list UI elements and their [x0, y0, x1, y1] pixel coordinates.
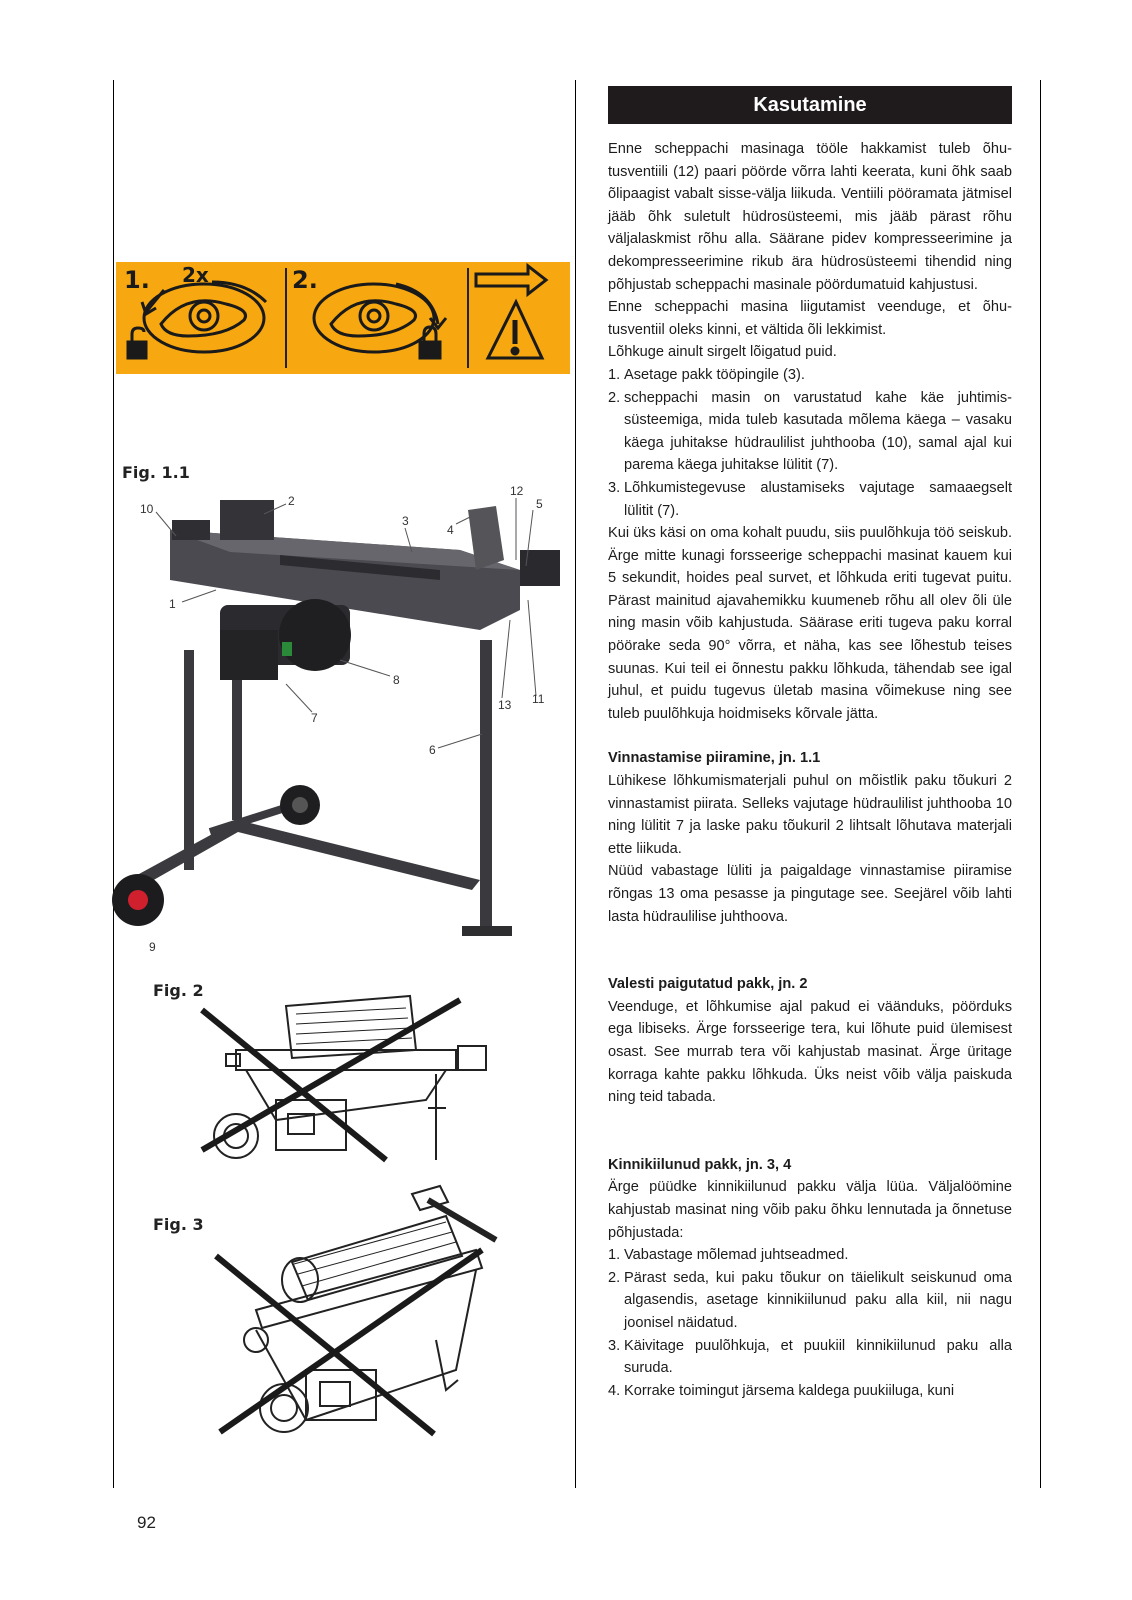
list-item: [608, 364, 1012, 387]
list-text: Asetage pakk tööpingile (3).: [624, 366, 805, 383]
warning-sticker: [116, 262, 570, 374]
callout-9: 9: [149, 940, 156, 954]
callout-13: 13: [498, 698, 512, 712]
list-item: [608, 477, 1012, 522]
list-text: Käivitage puulõhkuja, et puukiil kinnikiilunud paku alla suruda.: [624, 1337, 1012, 1377]
list-number: 1.: [608, 1247, 621, 1264]
paragraph-intro-3: Lõhkuge ainult sirgelt lõigatud puid.: [608, 344, 837, 361]
paragraph-wrong-1: Veenduge, et lõhkumise ajal pakud ei väänduks, pöörduks ega libiseks. Ärge forsseerige tera, kui lõhute puid ülemisest osast. See murrab tera või kahjustab masinat. Ärge üritage korraga kahte pakku lõhkuda. Üks neist võib välja paiskuda ning teid tabada.: [608, 998, 1012, 1106]
list-item: [608, 1335, 1012, 1380]
paragraph-intro-4: Kui üks käsi on oma kohalt puudu, siis puulõhkuja töö seiskub.: [608, 525, 1013, 542]
list-item: [608, 1244, 1012, 1267]
callout-7: 7: [311, 711, 318, 725]
sticker-step-2: 2.: [292, 266, 318, 294]
list-number: 3.: [608, 1337, 621, 1354]
list-text: Vabastage mõlemad juhtseadmed.: [624, 1247, 849, 1264]
callout-10: 10: [140, 502, 154, 516]
paragraph-intro-5: Ärge mitte kunagi forsseerige scheppachi masinat kauem kui 5 sekundit, hoides peal survet, et lõhkuda eriti tugevat puitu. Pärast mainitud ajavahemikku kuumeneb rõhu all olev õli üle ning masin võib kahjustuda. Säärase eriti tugeva paku korral pöörake seda 90° võrra, et näha, kas see lõhestub teises suunas. Kui teil ei õnnestu pakku lõhkuda, tähendab see igal juhul, et puidu tugevus ületab masina võimekuse ning see tuleb puulõhkuja hoidmiseks kõrvale jätta.: [608, 547, 1012, 722]
paragraph-limit-1: Lühikese lõhkumismaterjali puhul on mõistlik paku tõukuri 2 vinnastamist piirata. Selleks vajutage hüdraulilist juhthooba 10 ning lülitit 7 ja laske paku tõukuril 2 lihtsalt lõhutava materjali ette liikuda.: [608, 773, 1012, 857]
figure-label-3: Fig. 3: [153, 1215, 204, 1234]
callout-5: 5: [536, 497, 543, 511]
list-number: 2.: [608, 389, 621, 406]
callout-4: 4: [447, 523, 454, 537]
callout-8: 8: [393, 673, 400, 687]
list-text: Lõhkumistegevuse alustamiseks vajutage samaaegselt lülitit (7).: [624, 479, 1012, 519]
paragraph-limit-2: Nüüd vabastage lüliti ja paigaldage vinnastamise piiramise rõngas 13 oma pesasse ja pingutage see. Seejärel võib lahti lasta hüdraulilise juhthoova.: [608, 863, 1012, 925]
right-column-rule: [1040, 80, 1041, 1488]
list-item: [608, 1267, 1012, 1335]
paragraph-intro-2: Enne scheppachi masina liigutamist veenduge, et õhutusventiil oleks kinni, et vältida õli lekkimist.: [608, 299, 1012, 338]
callout-2: 2: [288, 494, 295, 508]
callout-11: 11: [532, 692, 545, 706]
sticker-step-1: 1.: [124, 266, 150, 294]
wrong-log-placement-illustration: [196, 990, 496, 1170]
page-number: 92: [137, 1513, 156, 1532]
right-column: [608, 86, 1012, 1402]
list-number: 1.: [608, 366, 621, 383]
center-column-rule: [575, 80, 576, 1488]
list-item: [608, 387, 1012, 477]
callout-12: 12: [510, 484, 524, 498]
callout-1: 1: [169, 597, 176, 611]
figure-label-1-1: Fig. 1.1: [122, 463, 190, 482]
paragraph-intro-1: Enne scheppachi masinaga tööle hakkamist tuleb õhutusventiili (12) paari pöörde võrra lahti keerata, kuni õhk saab õlipaagist vabalt sisse-välja liikuda. Ventiili pööramata jätmisel jääb õhk suletult hüdrosüsteemi, mis jääb pärast rõhu väljalaskmist rõhu alla. Säärane pidev kompresseerimine ja dekompresseerimine rikub ära hüdrosüsteemi tihendid ning põhjustab scheppachi masinale pöördumatuid kahjustusi.: [608, 141, 1012, 293]
list-number: 2.: [608, 1269, 621, 1286]
list-number: 3.: [608, 479, 621, 496]
sticker-count: 2x: [182, 263, 209, 287]
paragraph-stuck-1: Ärge püüdke kinnikiilunud pakku välja lüüa. Väljalöömine kahjustab masinat ning võib paku õhku lennutada ja õnnetuse põhjustada:: [608, 1179, 1012, 1241]
list-text: scheppachi masin on varustatud kahe käe juhtimissüsteemiga, mida tuleb kasutada mõlema käega – vasaku käega juhitakse hüdraulilist juhthooba (10), samal ajal kui parema käega juhitakse lülitit (7).: [624, 389, 1012, 474]
list-number: 4.: [608, 1382, 621, 1399]
callout-3: 3: [402, 514, 409, 528]
list-text: Pärast seda, kui paku tõukur on täielikult seiskunud oma algasendis, asetage kinnikiilunud paku alla kiil, nii nagu joonisel näidatud.: [624, 1269, 1012, 1331]
log-splitter-illustration: [100, 480, 570, 960]
list-item: [608, 1380, 1012, 1403]
list-text: Korrake toimingut järsema kaldega puukiiluga, kuni: [624, 1382, 955, 1399]
stuck-log-illustration: [196, 1180, 516, 1450]
heading-limit: Vinnastamise piiramine, jn. 1.1: [608, 750, 821, 767]
section-title: Kasutamine: [608, 86, 1012, 124]
heading-wrong: Valesti paigutatud pakk, jn. 2: [608, 976, 808, 993]
heading-stuck: Kinnikiilunud pakk, jn. 3, 4: [608, 1156, 792, 1173]
callout-6: 6: [429, 743, 436, 757]
figure-label-2: Fig. 2: [153, 981, 204, 1000]
